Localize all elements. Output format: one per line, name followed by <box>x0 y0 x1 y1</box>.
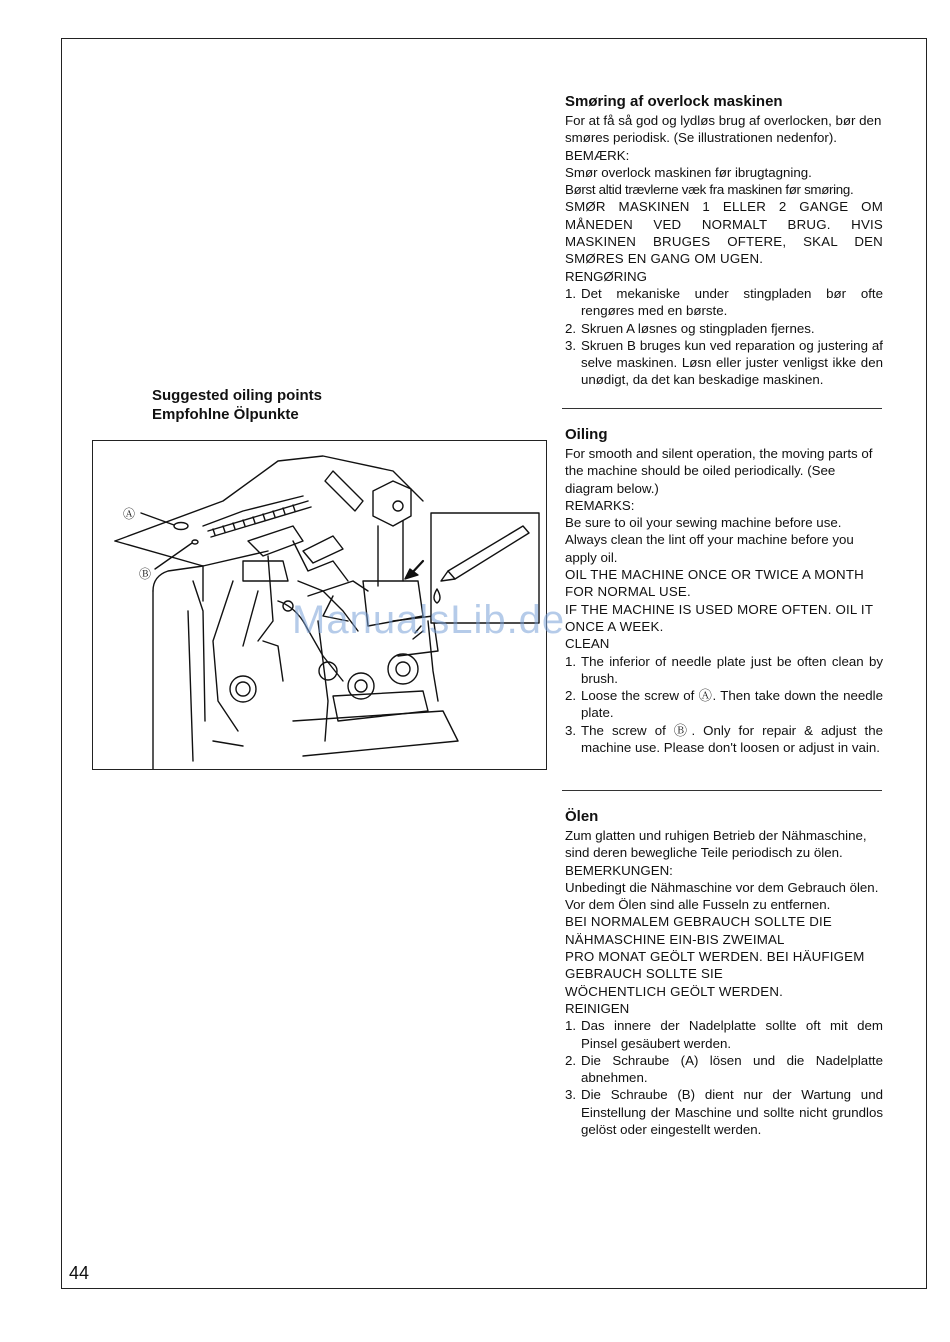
danish-remark-label: BEMÆRK: <box>565 147 630 163</box>
danish-caps-notice: SMØR MASKINEN 1 ELLER 2 GANGE OM MÅNEDEN VED NORMALT BRUG. HVIS MASKINEN BRUGES OFTERE, SKAL DEN SMØRES EN GANG OM UGEN. <box>565 199 883 267</box>
danish-heading: Smøring af overlock maskinen <box>565 93 783 110</box>
watermark: ManualsLib.de <box>292 598 566 642</box>
german-caps-notice-3: WÖCHENTLICH GEÖLT WERDEN. <box>565 983 784 999</box>
list-item: 2. Skruen A løsnes og stingpladen fjernes. <box>565 320 815 336</box>
english-intro: For smooth and silent operation, the moving parts of the machine should be oiled periodically. (See diagram below.) <box>565 446 873 496</box>
german-remark-1: Unbedingt die Nähmaschine vor dem Gebrauch ölen. <box>565 879 879 895</box>
danish-remark-2: Børst altid trævlerne væk fra maskinen før smøring. <box>565 182 854 198</box>
german-caps-notice-2: PRO MONAT GEÖLT WERDEN. BEI HÄUFIGEM GEBRAUCH SOLLTE SIE <box>565 949 865 982</box>
page-number: 44 <box>69 1263 90 1283</box>
english-section <box>565 426 883 756</box>
english-remark-label: REMARKS: <box>565 497 635 513</box>
danish-intro: For at få så god og lydløs brug af overlocken, bør den smøres periodisk. (Se illustrationen nedenfor). <box>565 113 882 146</box>
callout-b: Ⓑ <box>139 567 152 581</box>
list-item: 3. Die Schraube (B) dient nur der Wartung und Einstellung der Maschine und sollte nicht grundlos gelöst oder eingestellt werden. <box>565 1087 883 1138</box>
section-divider <box>562 790 882 791</box>
section-divider <box>562 408 882 409</box>
english-steps <box>565 653 883 757</box>
english-caps-notice-1: OIL THE MACHINE ONCE OR TWICE A MONTH FOR NORMAL USE. <box>565 567 864 600</box>
german-clean-label: REINIGEN <box>565 1000 630 1016</box>
danish-steps <box>565 285 883 389</box>
german-caps-notice-1: BEI NORMALEM GEBRAUCH SOLLTE DIE NÄHMASCHINE EIN-BIS ZWEIMAL <box>565 914 832 947</box>
german-steps <box>565 1017 883 1138</box>
list-item: 2. Die Schraube (A) lösen und die Nadelplatte abnehmen. <box>565 1052 883 1086</box>
danish-remark-1: Smør overlock maskinen før ibrugtagning. <box>565 164 812 180</box>
list-item: 3. Skruen B bruges kun ved reparation og justering af selve maskinen. Løsn eller juster venligst ikke den unødigt, da det kan beskadige maskinen. <box>565 337 883 388</box>
list-item: 2. Loose the screw of Ⓐ. Then take down the needle plate. <box>565 688 883 721</box>
list-item: 1. Det mekaniske under stingpladen bør ofte rengøres med en børste. <box>565 285 883 319</box>
danish-section <box>565 93 883 389</box>
german-remark-label: BEMERKUNGEN: <box>565 862 673 878</box>
figure-caption-de: Empfohlne Ölpunkte <box>152 406 299 423</box>
list-item: 1. Das innere der Nadelplatte sollte oft mit dem Pinsel gesäubert werden. <box>565 1018 883 1051</box>
german-heading: Ölen <box>565 808 599 825</box>
figure-caption <box>152 386 322 424</box>
list-item: 1. The inferior of needle plate just be often clean by brush. <box>565 653 883 686</box>
english-remark-2: Always clean the lint off your machine before you apply oil. <box>565 532 854 565</box>
english-remark-1: Be sure to oil your sewing machine before use. <box>565 515 842 531</box>
german-intro: Zum glatten und ruhigen Betrieb der Nähmaschine, sind deren bewegliche Teile periodisch zu ölen. <box>565 828 867 861</box>
danish-clean-label: RENGØRING <box>565 268 648 284</box>
list-item: 3. The screw of Ⓑ. Only for repair & adjust the machine use. Please don't loosen or adjust in vain. <box>565 722 883 756</box>
english-caps-notice-2: IF THE MACHINE IS USED MORE OFTEN. OIL IT ONCE A WEEK. <box>565 601 873 634</box>
callout-a: Ⓐ <box>123 507 136 521</box>
german-remark-2: Vor dem Ölen sind alle Fusseln zu entfernen. <box>565 897 831 913</box>
figure-caption-en: Suggested oiling points <box>152 387 322 404</box>
english-clean-label: CLEAN <box>565 636 610 652</box>
english-heading: Oiling <box>565 426 608 443</box>
german-section <box>565 808 883 1138</box>
